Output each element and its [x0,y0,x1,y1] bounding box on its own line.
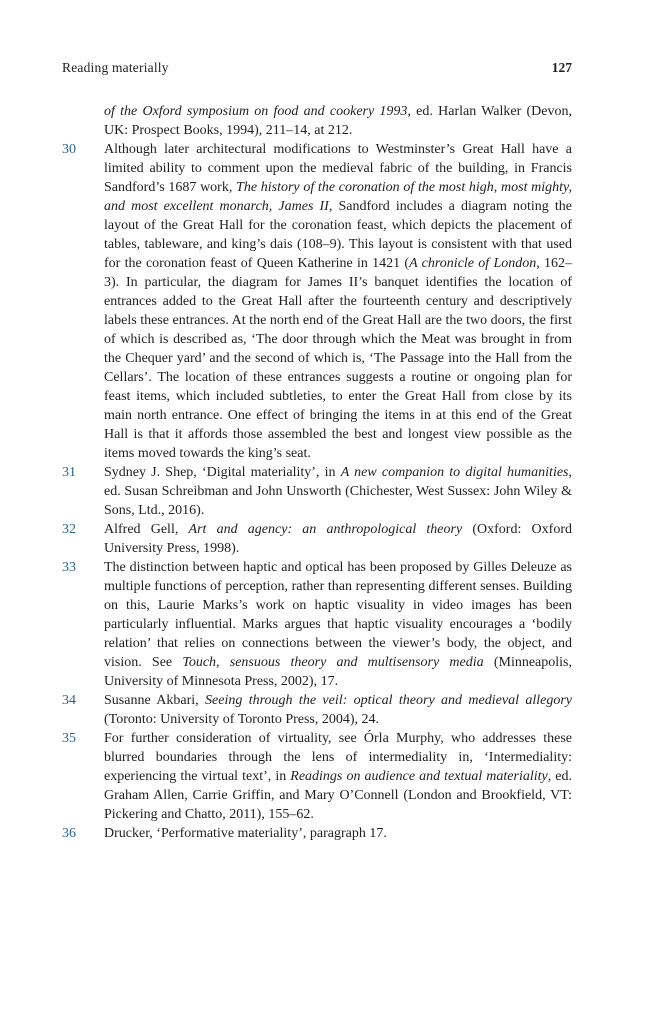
note-number: 30 [62,142,76,157]
endnote-32 [62,520,572,558]
note-text: Although later architectural modifications to Westminster’s Great Hall have a limited ability to comment upon the medieval fabric of the building, in Francis Sandford’s 1687 work, The history of the coronation of the most high, most mighty, and most excellent monarch, James II, Sandford includes a diagram noting the layout of the Great Hall for the coronation feast, which depicts the placement of tables, tableware, and king’s dais (108–9). This layout is consistent with that used for the coronation feast of Queen Katherine in 1421 (A chronicle of London, 162–3). In particular, the diagram for James II’s banquet identifies the location of entrances added to the Great Hall after the fourteenth century and descriptively labels these entrances. At the north end of the Great Hall are the two doors, the first of which is described as, ‘The door through which the Meat was brought in from the Chequer yard’ and the second of which is, ‘The Passage into the Hall from the Cellars’. The location of these entrances suggests a routine or ongoing plan for feast items, which included subtleties, to enter the Great Hall from close by its main north entrance. One effect of bringing the items in at this end of the Great Hall is that it affords those assembled the best and longest view possible as the items moved towards the king’s seat. [104,142,573,461]
page-header [62,60,572,76]
endnote-34 [62,691,572,729]
endnote-continuation [62,102,572,140]
running-head: Reading materially [62,60,169,75]
endnote-36 [62,824,572,843]
note-text: Drucker, ‘Performative materiality’, paragraph 17. [104,826,387,841]
note-number: 32 [62,522,76,537]
endnotes-list [62,102,572,843]
note-text: of the Oxford symposium on food and cookery 1993, ed. Harlan Walker (Devon, UK: Prospect Books, 1994), 211–14, at 212. [104,104,572,138]
endnote-30 [62,140,572,463]
note-number: 36 [62,826,76,841]
note-number: 33 [62,560,76,575]
endnote-35 [62,729,572,824]
note-number: 34 [62,693,76,708]
note-text: Susanne Akbari, Seeing through the veil: optical theory and medieval allegory (Toronto: University of Toronto Press, 2004), 24. [104,693,572,727]
note-number: 35 [62,731,76,746]
note-text: For further consideration of virtuality, see Órla Murphy, who addresses these blurred boundaries through the lens of intermediality in, ‘Intermediality: experiencing the virtual text’, in Readings on audience and textual materiality, ed. Graham Allen, Carrie Griffin, and Mary O’Connell (London and Brookfield, VT: Pickering and Chatto, 2011), 155–62. [104,731,573,822]
note-text: Alfred Gell, Art and agency: an anthropological theory (Oxford: Oxford University Press, 1998). [104,522,572,556]
page-number: 127 [551,60,572,75]
note-text: Sydney J. Shep, ‘Digital materiality’, in A new companion to digital humanities, ed. Susan Schreibman and John Unsworth (Chichester, West Sussex: John Wiley & Sons, Ltd., 2016). [104,465,572,518]
note-number: 31 [62,465,76,480]
endnote-31 [62,463,572,520]
endnote-33 [62,558,572,691]
note-text: The distinction between haptic and optical has been proposed by Gilles Deleuze as multiple functions of perception, rather than representing different senses. Building on this, Laurie Marks’s work on haptic visuality in video images has been particularly influential. Marks argues that haptic visuality encourages a ‘bodily relation’ that relies on connections between the viewer’s body, the object, and vision. See Touch, sensuous theory and multisensory media (Minneapolis, University of Minnesota Press, 2002), 17. [104,560,572,689]
